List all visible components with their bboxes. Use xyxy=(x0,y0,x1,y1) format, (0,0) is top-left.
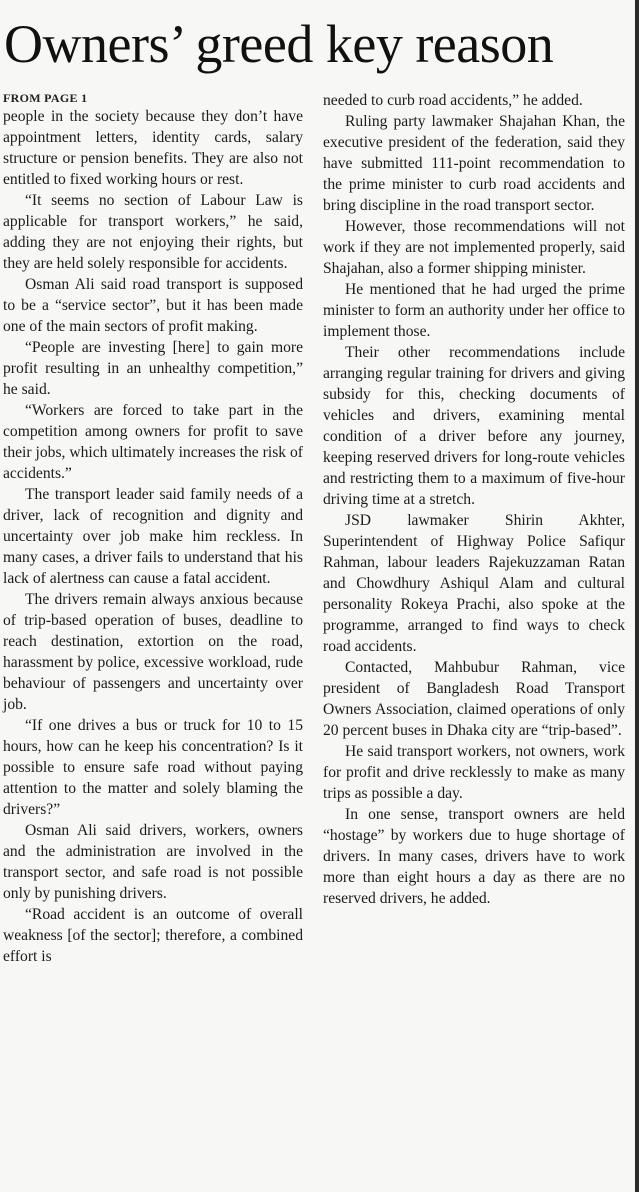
paragraph: He said transport workers, not owners, work for profit and drive recklessly to make as many trips as possible a day. xyxy=(323,743,625,802)
page-edge-rule xyxy=(635,0,639,1192)
paragraph: The transport leader said family needs of a driver, lack of recognition and dignity and uncertainty over job make him reckless. In many cases, a driver fails to understand that his lack of alertness can cause a fatal accident. xyxy=(3,486,303,587)
paragraph: “If one drives a bus or truck for 10 to 15 hours, how can he keep his concentration? Is it possible to ensure safe road without paying attention to the matter and solely blaming the drivers?” xyxy=(3,717,303,818)
continuation-kicker: FROM PAGE 1 xyxy=(3,91,88,105)
paragraph: In one sense, transport owners are held “hostage” by workers due to huge shortage of drivers. In many cases, drivers have to work more than eight hours a day as there are no reserved drivers, he added. xyxy=(323,806,625,907)
paragraph: Osman Ali said road transport is supposed to be a “service sector”, but it has been made one of the main sectors of profit making. xyxy=(3,276,303,335)
paragraph: people in the society because they don’t have appointment letters, identity cards, salary structure or pension benefits. They are also not entitled to fixed working hours or rest. xyxy=(3,108,303,188)
paragraph: “Workers are forced to take part in the competition among owners for profit to save their jobs, which ultimately increases the risk of accidents.” xyxy=(3,402,303,482)
paragraph: He mentioned that he had urged the prime minister to form an authority under her office to implement those. xyxy=(323,281,625,340)
paragraph: Ruling party lawmaker Shajahan Khan, the executive president of the federation, said they have submitted 111-point recommendation to the prime minister to curb road accidents and bring discipline in the road transport sector. xyxy=(323,113,625,214)
article-column-left xyxy=(3,90,303,967)
paragraph: Their other recommendations include arranging regular training for drivers and giving subsidy for this, checking documents of vehicles and drivers, examining mental condition of a driver before any journey, keeping reserved drivers for long-route vehicles and restricting them to a maximum of five-hour driving time at a stretch. xyxy=(323,344,625,508)
paragraph: needed to curb road accidents,” he added. xyxy=(323,92,583,109)
paragraph: “People are investing [here] to gain more profit resulting in an unhealthy competition,” he said. xyxy=(3,339,303,398)
paragraph: However, those recommendations will not work if they are not implemented properly, said Shajahan, also a former shipping minister. xyxy=(323,218,625,277)
paragraph: Osman Ali said drivers, workers, owners and the administration are involved in the transport sector, and safe road is not possible only by punishing drivers. xyxy=(3,822,303,902)
paragraph: “It seems no section of Labour Law is applicable for transport workers,” he said, adding they are not enjoying their rights, but they are held solely responsible for accidents. xyxy=(3,192,303,272)
paragraph: “Road accident is an outcome of overall weakness [of the sector]; therefore, a combined effort is xyxy=(3,906,303,965)
paragraph: Contacted, Mahbubur Rahman, vice president of Bangladesh Road Transport Owners Association, claimed operations of only 20 percent buses in Dhaka city are “trip-based”. xyxy=(323,659,625,739)
article-column-right xyxy=(323,90,625,909)
headline: Owners’ greed key reason xyxy=(4,14,554,74)
paragraph: The drivers remain always anxious because of trip-based operation of buses, deadline to reach destination, extortion on the road, harassment by police, excessive workload, rude behaviour of passengers and uncertainty over job. xyxy=(3,591,303,713)
paragraph: JSD lawmaker Shirin Akhter, Superintendent of Highway Police Safiqur Rahman, labour leaders Rajekuzzaman Ratan and Chowdhury Ashiqul Alam and cultural personality Rokeya Prachi, also spoke at the programme, arranged to find ways to check road accidents. xyxy=(323,512,625,655)
